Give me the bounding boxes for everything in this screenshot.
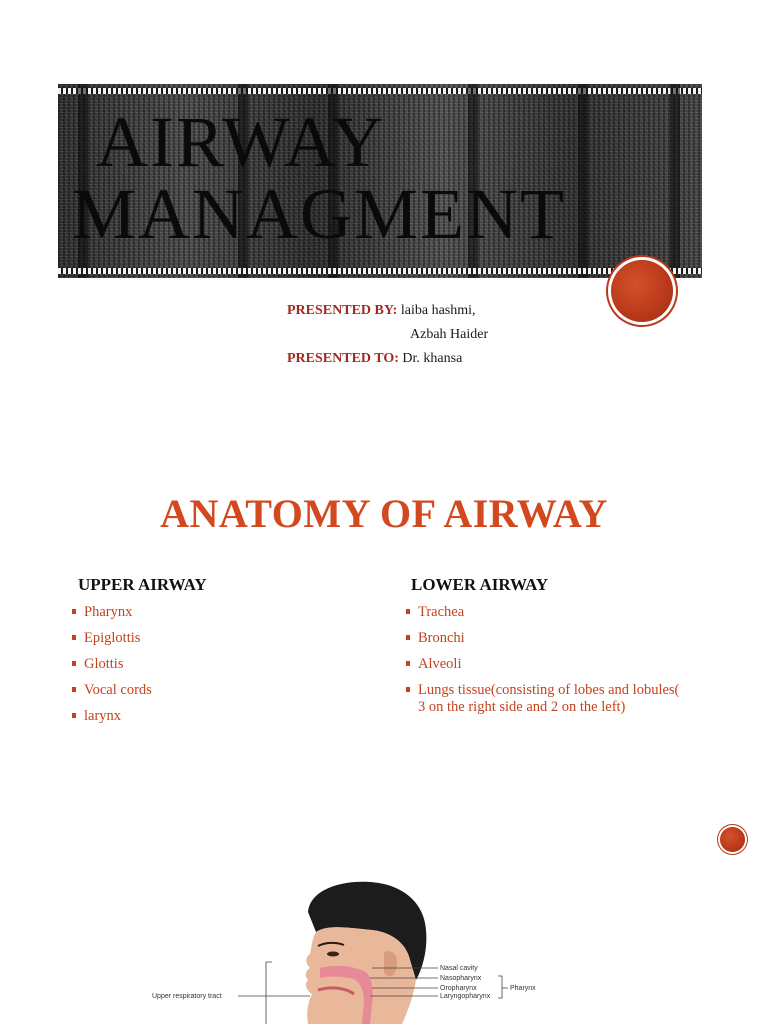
decorative-orb	[611, 260, 673, 322]
lower-airway-heading: LOWER AIRWAY	[411, 575, 549, 594]
presented-to-label: PRESENTED TO:	[287, 351, 399, 366]
banner-edge-top	[58, 88, 702, 94]
head-anatomy-illustration	[140, 880, 560, 1024]
lower-airway-list	[406, 604, 686, 725]
presenter-row-2	[287, 326, 488, 350]
banner-edge-bottom	[58, 268, 702, 274]
title-line-1: AIRWAY	[96, 102, 386, 182]
list-item: Lungs tissue(consisting of lobes and lobules( 3 on the right side and 2 on the left)	[406, 682, 686, 716]
list-item: Alveoli	[406, 656, 686, 673]
list-item: Pharynx	[72, 604, 362, 621]
list-item: Bronchi	[406, 630, 686, 647]
title-line-2: MANAGMENT	[72, 174, 566, 254]
respiratory-diagram-slide	[0, 880, 768, 1024]
presentation-title	[72, 102, 566, 254]
list-item: Vocal cords	[72, 682, 362, 699]
label-upper-respiratory-tract: Upper respiratory tract	[152, 993, 222, 1000]
eye-shape	[327, 952, 339, 957]
anatomy-title: ANATOMY OF AIRWAY	[160, 491, 608, 536]
label-pharynx: Pharynx	[510, 985, 536, 992]
label-nasopharynx: Nasopharynx	[440, 975, 482, 982]
upper-airway-list	[72, 604, 362, 734]
label-oropharynx: Oropharynx	[440, 985, 477, 992]
presenter-name-1: laiba hashmi,	[400, 303, 476, 318]
presented-to-row	[287, 350, 488, 374]
banner-stripe	[670, 84, 680, 278]
presented-by-label: PRESENTED BY:	[287, 303, 398, 318]
list-item: Glottis	[72, 656, 362, 673]
title-banner	[58, 84, 702, 278]
presented-to-name: Dr. khansa	[402, 351, 463, 366]
label-laryngopharynx: Laryngopharynx	[440, 993, 491, 1000]
title-slide	[0, 0, 768, 410]
label-nasal-cavity: Nasal cavity	[440, 965, 478, 972]
decorative-orb-small	[720, 827, 745, 852]
anatomy-slide	[0, 445, 768, 845]
list-item: larynx	[72, 708, 362, 725]
presenters-block	[287, 302, 488, 374]
list-item: Trachea	[406, 604, 686, 621]
banner-stripe	[578, 84, 588, 278]
presented-by-row	[287, 302, 488, 326]
list-item: Epiglottis	[72, 630, 362, 647]
upper-airway-heading: UPPER AIRWAY	[78, 575, 207, 594]
presenter-name-2: Azbah Haider	[410, 327, 489, 342]
